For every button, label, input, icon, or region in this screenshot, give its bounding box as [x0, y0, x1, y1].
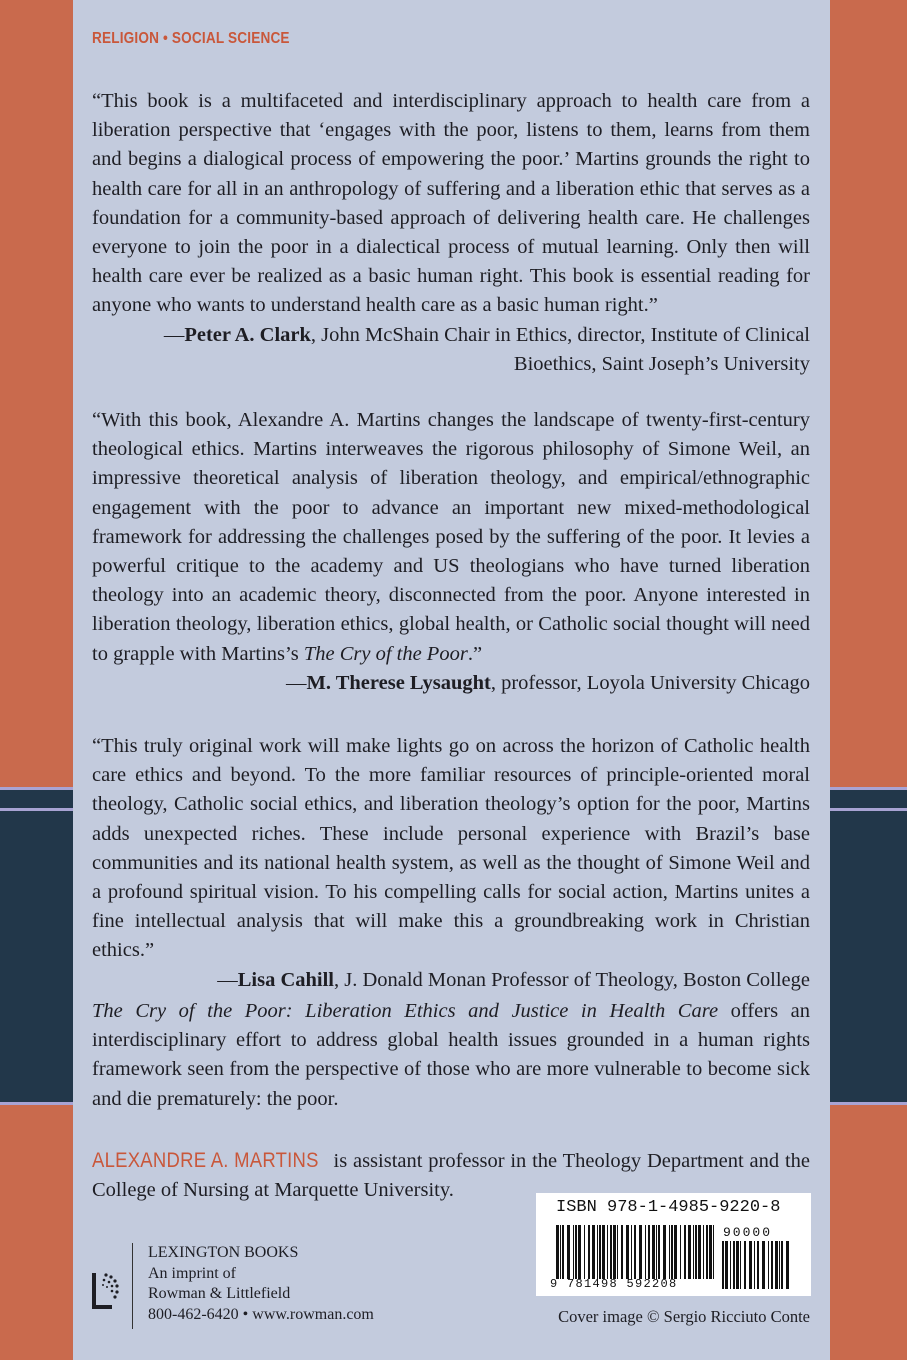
- isbn-number: ISBN 978-1-4985-9220-8: [556, 1198, 781, 1217]
- endorser-name: Peter A. Clark: [184, 323, 311, 346]
- endorsement-quote-2: [92, 406, 810, 698]
- cover-image-credit: Cover image © Sergio Ricciuto Conte: [558, 1307, 810, 1326]
- author-name: ALEXANDRE A. MARTINS: [92, 1149, 319, 1172]
- price-barcode-bars: [722, 1241, 792, 1289]
- author-bio: ALEXANDRE A. MARTINS is assistant professor in the Theology Department and the College of Nursing at Marquette University.: [92, 1146, 810, 1205]
- price-code: 90000: [723, 1225, 773, 1240]
- endorser-name: Lisa Cahill: [237, 968, 334, 991]
- barcode-digits: 9 781498 592208: [550, 1277, 678, 1291]
- lexington-books-logo-icon: [92, 1271, 120, 1311]
- quote-attribution: —M. Therese Lysaught, professor, Loyola University Chicago: [286, 671, 810, 694]
- endorser-name: M. Therese Lysaught: [306, 671, 491, 694]
- quote-text: “With this book, Alexandre A. Martins changes the landscape of twenty-first-century theological ethics. Martins interweaves the rigorous philosophy of Simone Weil, an impressive theoretical analysis of liberation theology, and empirical/ethnographic engagement with the poor to advance an important new mixed-methodological framework for addressing the challenges posed by the suffering of the poor. It levies a powerful critique to the academy and US theologians who have turned liberation theology into an academic theory, disconnected from the poor. Anyone interested in liberation theology, liberation ethics, global health, or Catholic social thought will need to grapple with Martins’s The Cry of the Poor.”: [92, 409, 810, 665]
- book-full-title: The Cry of the Poor: Liberation Ethics and Justice in Health Care: [92, 1000, 719, 1022]
- book-title: The Cry of the Poor: [303, 642, 468, 665]
- endorsement-quote-3: [92, 732, 810, 995]
- quote-text: “This truly original work will make lights go on across the horizon of Catholic health care ethics and beyond. To the more familiar resources of principle-oriented moral theology, Catholic social ethics, and liberation theology’s option for the poor, Martins adds unexpected riches. These include personal experience with Brazil’s base communities and its national health system, as well as the thought of Simone Weil and a profound spiritual vision. To his compelling calls for social action, Martins unites a fine intellectual analysis that will make this a groundbreaking work in Christian ethics.”: [92, 735, 810, 962]
- category-label: RELIGION • SOCIAL SCIENCE: [92, 30, 290, 47]
- book-description: The Cry of the Poor: Liberation Ethics and Justice in Health Care offers an interdisciplinary effort to address global health issues grounded in a human rights framework seen from the perspective of those who are more vulnerable to become sick and die prematurely: the poor.: [92, 1000, 810, 1110]
- quote-attribution: —Lisa Cahill, J. Donald Monan Professor of Theology, Boston College: [217, 968, 810, 991]
- publisher-contact: 800-462-6420 • www.rowman.com: [148, 1305, 374, 1323]
- quote-text: “This book is a multifaceted and interdisciplinary approach to health care from a liberation perspective that ‘engages with the poor, listens to them, learns from them and begins a dialogical process of empowering the poor.’ Martins grounds the right to health care for all in an anthropology of suffering and a liberation ethic that serves as a foundation for a community-based approach of delivering health care. He challenges everyone to join the poor in a dialectical process of mutual learning. Only then will health care ever be realized as a basic human right. This book is essential reading for anyone who wants to understand health care as a basic human right.”: [92, 90, 810, 317]
- publisher-divider: [132, 1243, 133, 1329]
- isbn-barcode: [536, 1193, 811, 1296]
- publisher-info: LEXINGTON BOOKS An imprint of Rowman & Littlefield 800-462-6420 • www.rowman.com: [148, 1243, 374, 1325]
- endorsement-quote-1: [92, 87, 810, 379]
- barcode-bars: [556, 1225, 716, 1279]
- quote-attribution: —Peter A. Clark, John McShain Chair in Ethics, director, Institute of Clinical Bioethics, Saint Joseph’s University: [163, 323, 810, 375]
- publisher-name: LEXINGTON BOOKS: [148, 1244, 299, 1261]
